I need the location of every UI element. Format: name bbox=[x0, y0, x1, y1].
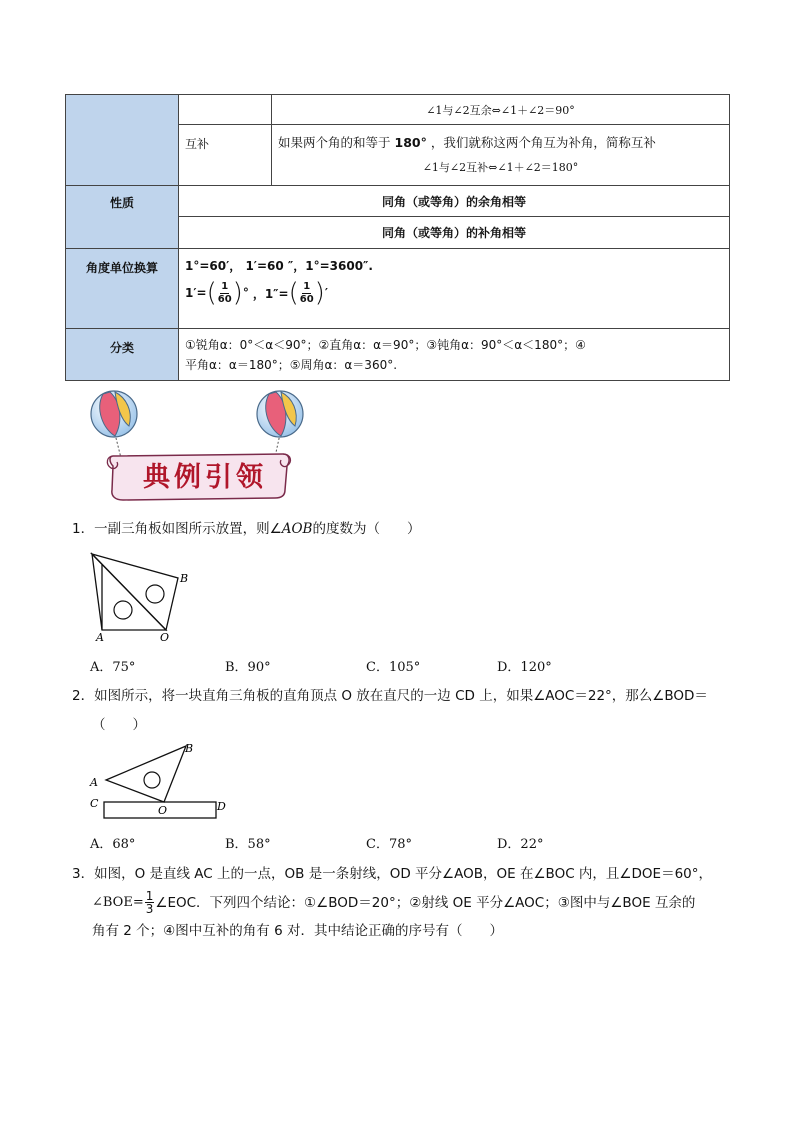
properties-header: 性质 bbox=[66, 186, 179, 249]
unit-conversion-line2 bbox=[185, 280, 723, 306]
degree-unit: ° bbox=[242, 286, 249, 300]
question-text-cont: ∠EOC．下列四个结论：①∠BOD＝20°；②射线 OE 平分∠AOC；③图中与∠BOE 互余的 bbox=[155, 894, 696, 911]
supplementary-label: 互补 bbox=[179, 125, 272, 186]
classification-line1: ①锐角α：0°＜α＜90°；②直角α：α＝90°；③钝角α：90°＜α＜180°；④ bbox=[185, 337, 586, 352]
question-text: 一副三角板如图所示放置，则∠ bbox=[94, 521, 282, 537]
angle-properties-table bbox=[65, 94, 730, 381]
option-c[interactable]: C．105° bbox=[366, 660, 421, 675]
supplementary-definition-post: ，我们就称这两个角互为补角，简称互补 bbox=[430, 135, 656, 150]
question-3-stem bbox=[72, 864, 732, 941]
question-variable: AOB bbox=[281, 521, 313, 537]
question-2-options bbox=[90, 833, 690, 853]
option-c[interactable]: C．78° bbox=[366, 837, 412, 852]
fraction-denominator: 60 bbox=[299, 293, 314, 305]
classification-header: 分类 bbox=[66, 329, 179, 381]
question-2-figure bbox=[88, 740, 228, 820]
question-1-stem bbox=[72, 519, 420, 539]
fraction-1-60: ( $\frac{1}{60}$ ) bbox=[206, 278, 243, 308]
point-label-c: C bbox=[90, 797, 99, 810]
point-label-b: B bbox=[185, 742, 194, 755]
question-text-line3: 角有 2 个；④图中互补的角有 6 对．其中结论正确的序号有（ ） bbox=[92, 923, 503, 939]
classification-cell bbox=[179, 329, 730, 381]
point-label-o: O bbox=[160, 631, 170, 644]
point-label-a: A bbox=[96, 631, 104, 644]
supplementary-definition bbox=[272, 125, 730, 186]
option-a[interactable]: A．75° bbox=[90, 660, 136, 675]
beach-ball-icon bbox=[91, 391, 137, 437]
point-label-a: A bbox=[90, 776, 98, 789]
fraction-one-third bbox=[144, 890, 156, 915]
unit-conversion-cell bbox=[179, 249, 730, 329]
option-d[interactable]: D．120° bbox=[497, 660, 552, 675]
question-text: 如图所示，将一块直角三角板的直角顶点 O 放在直尺的一边 CD 上，如果∠AOC＝22°，那么∠BOD＝ bbox=[94, 688, 708, 704]
question-number: 2． bbox=[72, 688, 95, 704]
fraction-numerator: 1 bbox=[221, 280, 229, 292]
question-number: 3． bbox=[72, 866, 95, 882]
unit-conversion-line1: 1°=60′， 1′=60 ″，1°=3600″. bbox=[185, 259, 373, 273]
minute-unit: ′ bbox=[324, 286, 328, 300]
classification-line2: 平角α：α＝180°；⑤周角α：α＝360°. bbox=[185, 357, 398, 372]
property-complement: 同角（或等角）的余角相等 bbox=[179, 186, 730, 217]
table-cell-empty bbox=[179, 95, 272, 125]
point-label-b: B bbox=[180, 572, 189, 585]
banner-title: 典例引领 bbox=[143, 462, 267, 493]
angle-boe-label: ∠BOE= bbox=[92, 894, 144, 910]
table-header-cell-empty bbox=[66, 95, 179, 186]
fraction-denominator: 3 bbox=[145, 902, 154, 916]
point-label-o: O bbox=[158, 804, 168, 817]
fraction-denominator: 60 bbox=[217, 293, 232, 305]
unit-conversion-header: 角度单位换算 bbox=[66, 249, 179, 329]
supplementary-formula: ∠1与∠2互补⇔∠1＋∠2＝180° bbox=[422, 161, 579, 174]
question-number: 1． bbox=[72, 521, 95, 537]
option-d[interactable]: D．22° bbox=[497, 837, 544, 852]
question-text-end: 的度数为（ ） bbox=[312, 521, 421, 537]
question-1-figure bbox=[88, 548, 198, 644]
property-supplement: 同角（或等角）的补角相等 bbox=[179, 217, 730, 249]
conversion-second-label: ，1″= bbox=[252, 286, 289, 301]
point-label-d: D bbox=[217, 800, 226, 813]
fraction-1-60-b: ( $\frac{1}{60}$ ) bbox=[288, 278, 325, 308]
option-b[interactable]: B．90° bbox=[225, 660, 271, 675]
question-3-line2 bbox=[72, 890, 732, 915]
fraction-numerator: 1 bbox=[303, 280, 311, 292]
option-b[interactable]: B．58° bbox=[225, 837, 271, 852]
supplementary-definition-num: 180° bbox=[394, 135, 427, 150]
option-a[interactable]: A．68° bbox=[90, 837, 136, 852]
beach-ball-icon bbox=[257, 391, 303, 437]
conversion-minute-label: 1′= bbox=[185, 286, 207, 300]
question-text-cont: （ ） bbox=[92, 717, 146, 733]
fraction-numerator: 1 bbox=[145, 889, 154, 903]
supplementary-definition-pre: 如果两个角的和等于 bbox=[278, 135, 391, 150]
question-1-options bbox=[90, 656, 690, 676]
question-text: 如图，O 是直线 AC 上的一点，OB 是一条射线，OD 平分∠AOB，OE 在∠BOC 内，且∠DOE＝60°， bbox=[94, 866, 712, 882]
complementary-formula: ∠1与∠2互余⇔∠1＋∠2＝90° bbox=[272, 95, 730, 125]
question-2-stem bbox=[72, 686, 732, 735]
